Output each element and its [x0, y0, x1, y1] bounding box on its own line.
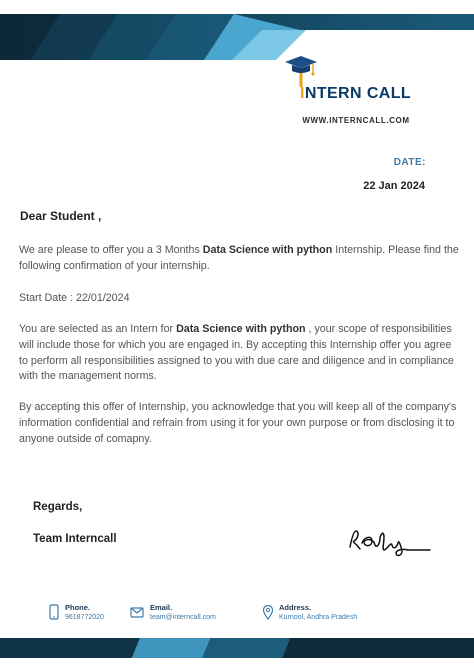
program-name: Data Science with python — [202, 244, 333, 256]
program-name: Data Science with python — [176, 323, 306, 335]
phone-icon — [48, 604, 60, 620]
footer-band — [0, 638, 474, 658]
date-value: 22 Jan 2024 — [363, 180, 425, 192]
address-value: Kurnool, Andhra Pradesh — [279, 614, 358, 621]
contact-phone[interactable] — [48, 603, 128, 629]
website-url[interactable]: WWW.INTERNCALL.COM — [302, 116, 410, 125]
phone-value[interactable]: 9618772020 — [65, 614, 104, 621]
date-label: DATE: — [393, 157, 426, 168]
greeting: Dear Student , — [20, 209, 102, 223]
offer-paragraph: We are please to offer you a 3 Months Data Science with python Internship. Please find the following confirmation of your internship. — [19, 244, 459, 272]
email-value[interactable]: team@interncall.com — [150, 614, 216, 621]
scope-paragraph: You are selected as an Intern for Data Science with python , your scope of responsibilities will include those for which you are engaged in. By accepting this Internship offer you agree to perform all responsibilities assigned to you with due care and diligence and in compliance with the management norms. — [19, 323, 454, 383]
regards: Regards, — [33, 501, 83, 513]
contact-email[interactable] — [130, 603, 240, 629]
confidentiality-paragraph: By accepting this offer of Internship, you acknowledge that you will keep all of the company's information confidential and refrain from using it for your own purpose or from disclosing it to anyone outside of comapny. — [19, 401, 457, 445]
email-label: Email. — [150, 603, 173, 612]
brand-logo — [283, 56, 423, 116]
team-name: Team Interncall — [33, 533, 117, 545]
location-pin-icon — [262, 604, 274, 620]
address-label: Address. — [279, 603, 312, 612]
contact-address[interactable] — [262, 603, 392, 629]
signature — [344, 523, 432, 559]
header-band — [0, 14, 474, 60]
phone-label: Phone. — [65, 603, 91, 612]
start-date: Start Date : 22/01/2024 — [19, 292, 130, 304]
mail-icon — [130, 604, 144, 620]
logo-wordmark: INTERN CALL — [300, 85, 412, 102]
